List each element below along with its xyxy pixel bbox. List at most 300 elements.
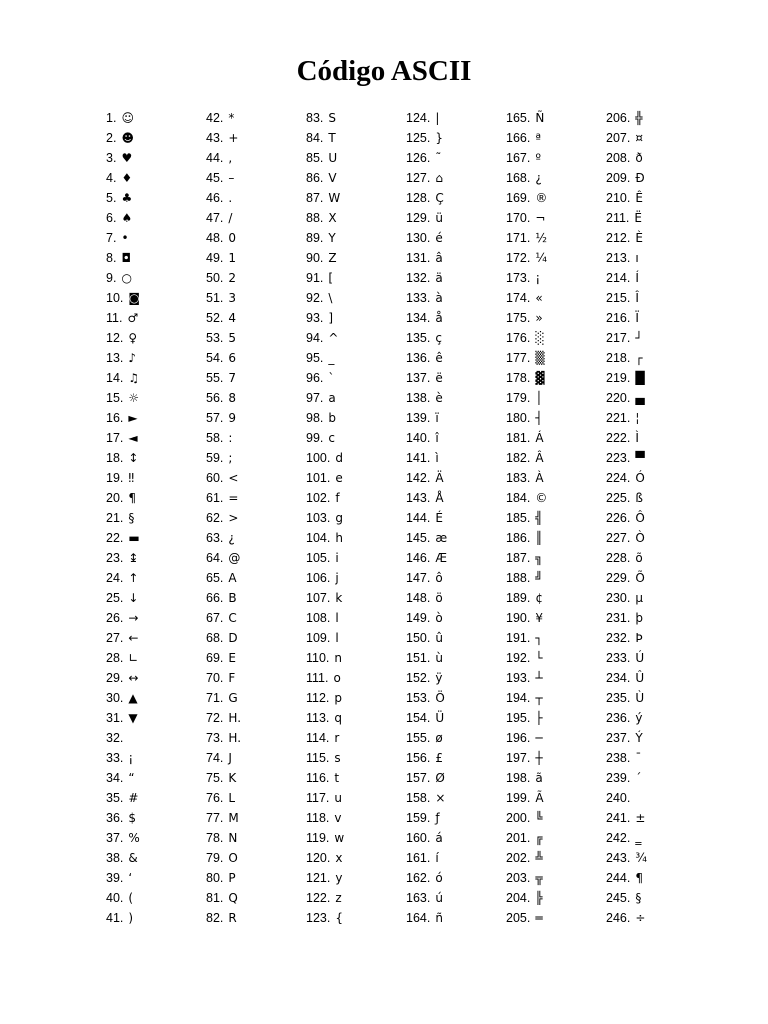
ascii-character: ¶ — [128, 491, 137, 505]
ascii-entry — [106, 728, 206, 748]
ascii-code-number: 232. — [606, 631, 631, 645]
ascii-character: “ — [128, 771, 135, 785]
ascii-code-number: 174. — [506, 291, 531, 305]
ascii-code-number: 4. — [106, 171, 117, 185]
ascii-entry — [306, 628, 406, 648]
ascii-code-number: 209. — [606, 171, 631, 185]
ascii-character: ã — [535, 771, 543, 785]
ascii-entry — [406, 388, 506, 408]
ascii-entry — [206, 828, 306, 848]
ascii-code-number: 193. — [506, 671, 531, 685]
ascii-character: § — [635, 891, 642, 905]
ascii-entry — [206, 548, 306, 568]
ascii-entry — [306, 448, 406, 468]
ascii-character: ♣ — [121, 191, 133, 205]
ascii-code-number: 144. — [406, 511, 431, 525]
ascii-code-number: 90. — [306, 251, 324, 265]
ascii-code-number: 180. — [506, 411, 531, 425]
ascii-entry — [406, 188, 506, 208]
ascii-code-number: 139. — [406, 411, 431, 425]
ascii-code-number: 41. — [106, 911, 124, 925]
ascii-code-number: 218. — [606, 351, 631, 365]
ascii-character: ò — [435, 611, 443, 625]
ascii-character: H. — [228, 731, 242, 745]
ascii-code-number: 73. — [206, 731, 224, 745]
ascii-character: * — [228, 111, 235, 125]
ascii-entry — [606, 568, 706, 588]
ascii-entry — [406, 448, 506, 468]
ascii-code-number: 56. — [206, 391, 224, 405]
ascii-character: ♀ — [128, 331, 138, 345]
ascii-entry — [306, 268, 406, 288]
ascii-entry — [306, 528, 406, 548]
ascii-character: ó — [435, 871, 443, 885]
ascii-code-number: 168. — [506, 171, 531, 185]
ascii-entry — [206, 608, 306, 628]
ascii-entry — [106, 848, 206, 868]
ascii-entry — [306, 468, 406, 488]
ascii-character: O — [228, 851, 238, 865]
ascii-character: ¯ — [635, 751, 642, 765]
ascii-code-number: 151. — [406, 651, 431, 665]
ascii-code-number: 211. — [606, 211, 630, 225]
ascii-character: # — [128, 791, 139, 805]
ascii-code-number: 12. — [106, 331, 124, 345]
ascii-code-number: 140. — [406, 431, 431, 445]
ascii-character: o — [333, 671, 341, 685]
ascii-code-number: 105. — [306, 551, 331, 565]
ascii-code-number: 225. — [606, 491, 631, 505]
ascii-code-number: 43. — [206, 131, 224, 145]
ascii-code-number: 194. — [506, 691, 531, 705]
ascii-code-number: 221. — [606, 411, 631, 425]
ascii-entry — [306, 748, 406, 768]
ascii-character: A — [228, 571, 237, 585]
ascii-code-number: 27. — [106, 631, 124, 645]
ascii-entry — [406, 908, 506, 928]
ascii-character: ª — [535, 131, 541, 145]
ascii-code-number: 40. — [106, 891, 124, 905]
ascii-code-number: 32. — [106, 731, 124, 745]
ascii-entry — [606, 368, 706, 388]
ascii-entry — [106, 108, 206, 128]
ascii-character: Ë — [634, 211, 642, 225]
ascii-code-number: 75. — [206, 771, 224, 785]
ascii-code-number: 244. — [606, 871, 631, 885]
ascii-character: ¿ — [228, 531, 235, 545]
ascii-entry — [506, 708, 606, 728]
ascii-code-number: 72. — [206, 711, 224, 725]
ascii-entry — [206, 808, 306, 828]
ascii-character: Ì — [635, 431, 639, 445]
ascii-entry — [106, 168, 206, 188]
ascii-character: ´ — [635, 771, 642, 785]
ascii-code-number: 88. — [306, 211, 324, 225]
ascii-character: ▀ — [635, 451, 645, 465]
ascii-character: n — [334, 651, 343, 665]
ascii-code-number: 183. — [506, 471, 531, 485]
ascii-entry — [406, 108, 506, 128]
ascii-entry — [106, 528, 206, 548]
ascii-character: Í — [635, 271, 639, 285]
ascii-entry — [406, 628, 506, 648]
ascii-character: ╠ — [535, 891, 543, 905]
ascii-entry — [506, 848, 606, 868]
ascii-code-number: 150. — [406, 631, 431, 645]
ascii-character: Å — [435, 491, 444, 505]
ascii-code-number: 98. — [306, 411, 324, 425]
ascii-entry — [406, 888, 506, 908]
ascii-code-number: 44. — [206, 151, 224, 165]
ascii-entry — [506, 328, 606, 348]
ascii-character: 3 — [228, 291, 237, 305]
ascii-code-number: 120. — [306, 851, 331, 865]
ascii-entry — [206, 668, 306, 688]
ascii-code-number: 50. — [206, 271, 224, 285]
ascii-entry — [306, 668, 406, 688]
ascii-entry — [506, 508, 606, 528]
ascii-character: P — [228, 871, 236, 885]
ascii-code-number: 61. — [206, 491, 224, 505]
ascii-character: º — [535, 151, 541, 165]
ascii-entry — [506, 268, 606, 288]
ascii-code-number: 70. — [206, 671, 224, 685]
ascii-character: ░ — [535, 331, 545, 345]
ascii-character: ‘ — [128, 871, 133, 885]
ascii-code-number: 186. — [506, 531, 531, 545]
ascii-code-number: 222. — [606, 431, 631, 445]
ascii-code-number: 53. — [206, 331, 224, 345]
ascii-entry — [606, 628, 706, 648]
ascii-character: é — [435, 231, 443, 245]
ascii-character: ▄ — [635, 391, 645, 405]
ascii-character: ë — [435, 371, 443, 385]
ascii-character: ` — [328, 371, 335, 385]
ascii-code-number: 83. — [306, 111, 324, 125]
ascii-character: ▓ — [535, 371, 545, 385]
ascii-code-number: 10. — [106, 291, 124, 305]
ascii-code-number: 179. — [506, 391, 531, 405]
ascii-character: É — [435, 511, 443, 525]
ascii-code-number: 126. — [406, 151, 431, 165]
ascii-character: è — [435, 391, 443, 405]
ascii-code-number: 49. — [206, 251, 224, 265]
ascii-character: u — [334, 791, 343, 805]
ascii-code-number: 7. — [106, 231, 117, 245]
ascii-code-number: 204. — [506, 891, 531, 905]
ascii-entry — [606, 328, 706, 348]
ascii-entry — [206, 428, 306, 448]
ascii-entry — [606, 268, 706, 288]
ascii-code-number: 108. — [306, 611, 331, 625]
ascii-character: Õ — [635, 571, 645, 585]
ascii-entry — [206, 588, 306, 608]
ascii-character: ┌ — [635, 351, 643, 365]
ascii-column-6 — [606, 108, 706, 928]
ascii-code-number: 206. — [606, 111, 631, 125]
ascii-entry — [406, 748, 506, 768]
ascii-character: ¥ — [535, 611, 543, 625]
ascii-code-number: 82. — [206, 911, 224, 925]
ascii-character: Ç — [435, 191, 444, 205]
ascii-code-number: 147. — [406, 571, 431, 585]
ascii-character: c — [328, 431, 335, 445]
ascii-code-number: 159. — [406, 811, 431, 825]
ascii-code-number: 15. — [106, 391, 124, 405]
ascii-entry — [206, 388, 306, 408]
ascii-character: N — [228, 831, 238, 845]
ascii-code-number: 189. — [506, 591, 531, 605]
ascii-entry — [206, 228, 306, 248]
ascii-character: Ä — [435, 471, 444, 485]
ascii-entry — [206, 568, 306, 588]
ascii-character: l — [335, 631, 339, 645]
ascii-code-number: 71. — [206, 691, 224, 705]
ascii-entry — [306, 148, 406, 168]
ascii-code-number: 38. — [106, 851, 124, 865]
ascii-code-number: 191. — [506, 631, 531, 645]
ascii-character: b — [328, 411, 337, 425]
ascii-code-number: 66. — [206, 591, 224, 605]
ascii-entry — [206, 628, 306, 648]
page-title: Código ASCII — [296, 55, 472, 87]
ascii-code-number: 31. — [106, 711, 124, 725]
ascii-code-number: 11. — [106, 311, 123, 325]
ascii-entry — [206, 268, 306, 288]
ascii-character: £ — [435, 751, 443, 765]
ascii-character: ╬ — [635, 111, 643, 125]
ascii-character: ┐ — [535, 631, 543, 645]
ascii-character: ═ — [535, 911, 543, 925]
ascii-character: Q — [228, 891, 238, 905]
ascii-entry — [106, 508, 206, 528]
ascii-code-number: 76. — [206, 791, 224, 805]
ascii-code-number: 195. — [506, 711, 531, 725]
ascii-entry — [406, 308, 506, 328]
ascii-entry — [106, 788, 206, 808]
ascii-entry — [406, 328, 506, 348]
ascii-character: } — [435, 131, 443, 145]
ascii-character: E — [228, 651, 236, 665]
ascii-code-number: 20. — [106, 491, 124, 505]
ascii-character: 6 — [228, 351, 237, 365]
ascii-entry — [106, 148, 206, 168]
ascii-entry — [106, 628, 206, 648]
ascii-entry — [606, 208, 706, 228]
ascii-code-number: 237. — [606, 731, 631, 745]
ascii-code-number: 145. — [406, 531, 431, 545]
ascii-code-number: 170. — [506, 211, 531, 225]
ascii-entry — [606, 548, 706, 568]
ascii-code-number: 125. — [406, 131, 431, 145]
ascii-code-number: 64. — [206, 551, 224, 565]
ascii-code-number: 129. — [406, 211, 431, 225]
ascii-entry — [306, 408, 406, 428]
ascii-character: T — [328, 131, 336, 145]
ascii-character: ┘ — [635, 331, 643, 345]
ascii-character: Ò — [635, 531, 645, 545]
ascii-character: | — [435, 111, 440, 125]
ascii-character: \ — [328, 291, 333, 305]
ascii-entry — [106, 488, 206, 508]
ascii-entry — [606, 408, 706, 428]
ascii-character: ù — [435, 651, 443, 665]
ascii-entry — [106, 608, 206, 628]
ascii-entry — [606, 888, 706, 908]
ascii-code-number: 171. — [506, 231, 531, 245]
ascii-entry — [306, 688, 406, 708]
ascii-character: Ð — [635, 171, 645, 185]
ascii-character: % — [128, 831, 140, 845]
ascii-code-number: 212. — [606, 231, 631, 245]
ascii-code-number: 136. — [406, 351, 431, 365]
ascii-character: ^ — [328, 331, 339, 345]
ascii-character: ∟ — [128, 651, 139, 665]
ascii-entry — [506, 588, 606, 608]
ascii-code-number: 122. — [306, 891, 331, 905]
ascii-entry — [106, 388, 206, 408]
ascii-character: { — [335, 911, 343, 925]
ascii-code-number: 175. — [506, 311, 531, 325]
ascii-character: ô — [435, 571, 443, 585]
ascii-character: ♠ — [121, 211, 133, 225]
ascii-entry — [106, 688, 206, 708]
ascii-character: ▲ — [128, 691, 138, 705]
ascii-code-number: 121. — [306, 871, 331, 885]
ascii-entry — [306, 368, 406, 388]
ascii-character: í — [435, 851, 439, 865]
ascii-character: © — [535, 491, 548, 505]
ascii-entry — [306, 548, 406, 568]
ascii-entry — [606, 228, 706, 248]
ascii-entry — [106, 448, 206, 468]
ascii-entry — [206, 128, 306, 148]
ascii-entry — [406, 588, 506, 608]
ascii-code-number: 24. — [106, 571, 124, 585]
ascii-code-number: 185. — [506, 511, 531, 525]
ascii-character: æ — [435, 531, 448, 545]
ascii-entry — [206, 908, 306, 928]
ascii-character: < — [228, 471, 239, 485]
ascii-character: ¡ — [128, 751, 134, 765]
ascii-code-number: 30. — [106, 691, 124, 705]
ascii-character: Æ — [435, 551, 448, 565]
ascii-column-2 — [206, 108, 306, 928]
ascii-code-number: 161. — [406, 851, 431, 865]
ascii-code-number: 214. — [606, 271, 631, 285]
ascii-code-number: 197. — [506, 751, 531, 765]
ascii-code-number: 157. — [406, 771, 431, 785]
ascii-entry — [506, 868, 606, 888]
ascii-entry — [106, 648, 206, 668]
ascii-code-number: 59. — [206, 451, 224, 465]
ascii-code-number: 81. — [206, 891, 224, 905]
ascii-character: X — [328, 211, 337, 225]
ascii-code-number: 118. — [306, 811, 330, 825]
ascii-character: B — [228, 591, 237, 605]
ascii-character: ÷ — [635, 911, 646, 925]
ascii-code-number: 169. — [506, 191, 531, 205]
ascii-character: ‼ — [128, 471, 135, 485]
ascii-character: ¿ — [535, 171, 542, 185]
ascii-entry — [406, 808, 506, 828]
ascii-code-number: 138. — [406, 391, 431, 405]
ascii-entry — [606, 748, 706, 768]
ascii-character: ¤ — [635, 131, 643, 145]
ascii-entry — [106, 288, 206, 308]
ascii-character: ÿ — [435, 671, 443, 685]
ascii-entry — [606, 288, 706, 308]
ascii-code-number: 166. — [506, 131, 531, 145]
ascii-code-number: 176. — [506, 331, 531, 345]
ascii-code-number: 57. — [206, 411, 224, 425]
ascii-code-number: 36. — [106, 811, 124, 825]
ascii-code-number: 177. — [506, 351, 531, 365]
ascii-code-number: 18. — [106, 451, 124, 465]
ascii-table — [106, 108, 746, 928]
ascii-code-number: 149. — [406, 611, 431, 625]
ascii-entry — [206, 408, 306, 428]
ascii-entry — [506, 128, 606, 148]
ascii-code-number: 21. — [106, 511, 124, 525]
ascii-code-number: 25. — [106, 591, 124, 605]
ascii-code-number: 133. — [406, 291, 431, 305]
ascii-entry — [206, 368, 306, 388]
ascii-character: e — [335, 471, 343, 485]
ascii-code-number: 99. — [306, 431, 324, 445]
ascii-entry — [306, 508, 406, 528]
ascii-entry — [506, 548, 606, 568]
ascii-character: = — [228, 491, 239, 505]
ascii-entry — [606, 608, 706, 628]
ascii-character: Ô — [635, 511, 645, 525]
ascii-entry — [606, 348, 706, 368]
ascii-character: ◘ — [121, 251, 131, 265]
ascii-code-number: 239. — [606, 771, 631, 785]
ascii-code-number: 227. — [606, 531, 631, 545]
ascii-code-number: 62. — [206, 511, 224, 525]
ascii-entry — [206, 688, 306, 708]
ascii-character: ╚ — [535, 811, 543, 825]
ascii-code-number: 5. — [106, 191, 117, 205]
ascii-code-number: 235. — [606, 691, 631, 705]
ascii-entry — [406, 408, 506, 428]
ascii-entry — [606, 868, 706, 888]
ascii-character: ║ — [535, 531, 543, 545]
ascii-code-number: 210. — [606, 191, 631, 205]
ascii-character: L — [228, 791, 236, 805]
ascii-entry — [106, 748, 206, 768]
ascii-character: , — [228, 151, 233, 165]
ascii-character: C — [228, 611, 237, 625]
ascii-code-number: 205. — [506, 911, 531, 925]
ascii-character: â — [435, 251, 443, 265]
ascii-code-number: 8. — [106, 251, 117, 265]
ascii-entry — [206, 328, 306, 348]
ascii-code-number: 167. — [506, 151, 531, 165]
ascii-entry — [406, 268, 506, 288]
ascii-character: U — [328, 151, 338, 165]
ascii-entry — [506, 108, 606, 128]
ascii-character: ┼ — [535, 751, 543, 765]
ascii-character: x — [335, 851, 343, 865]
ascii-character: R — [228, 911, 237, 925]
ascii-entry — [106, 888, 206, 908]
ascii-entry — [506, 448, 606, 468]
ascii-code-number: 67. — [206, 611, 224, 625]
ascii-character: Ý — [635, 731, 643, 745]
ascii-code-number: 146. — [406, 551, 431, 565]
